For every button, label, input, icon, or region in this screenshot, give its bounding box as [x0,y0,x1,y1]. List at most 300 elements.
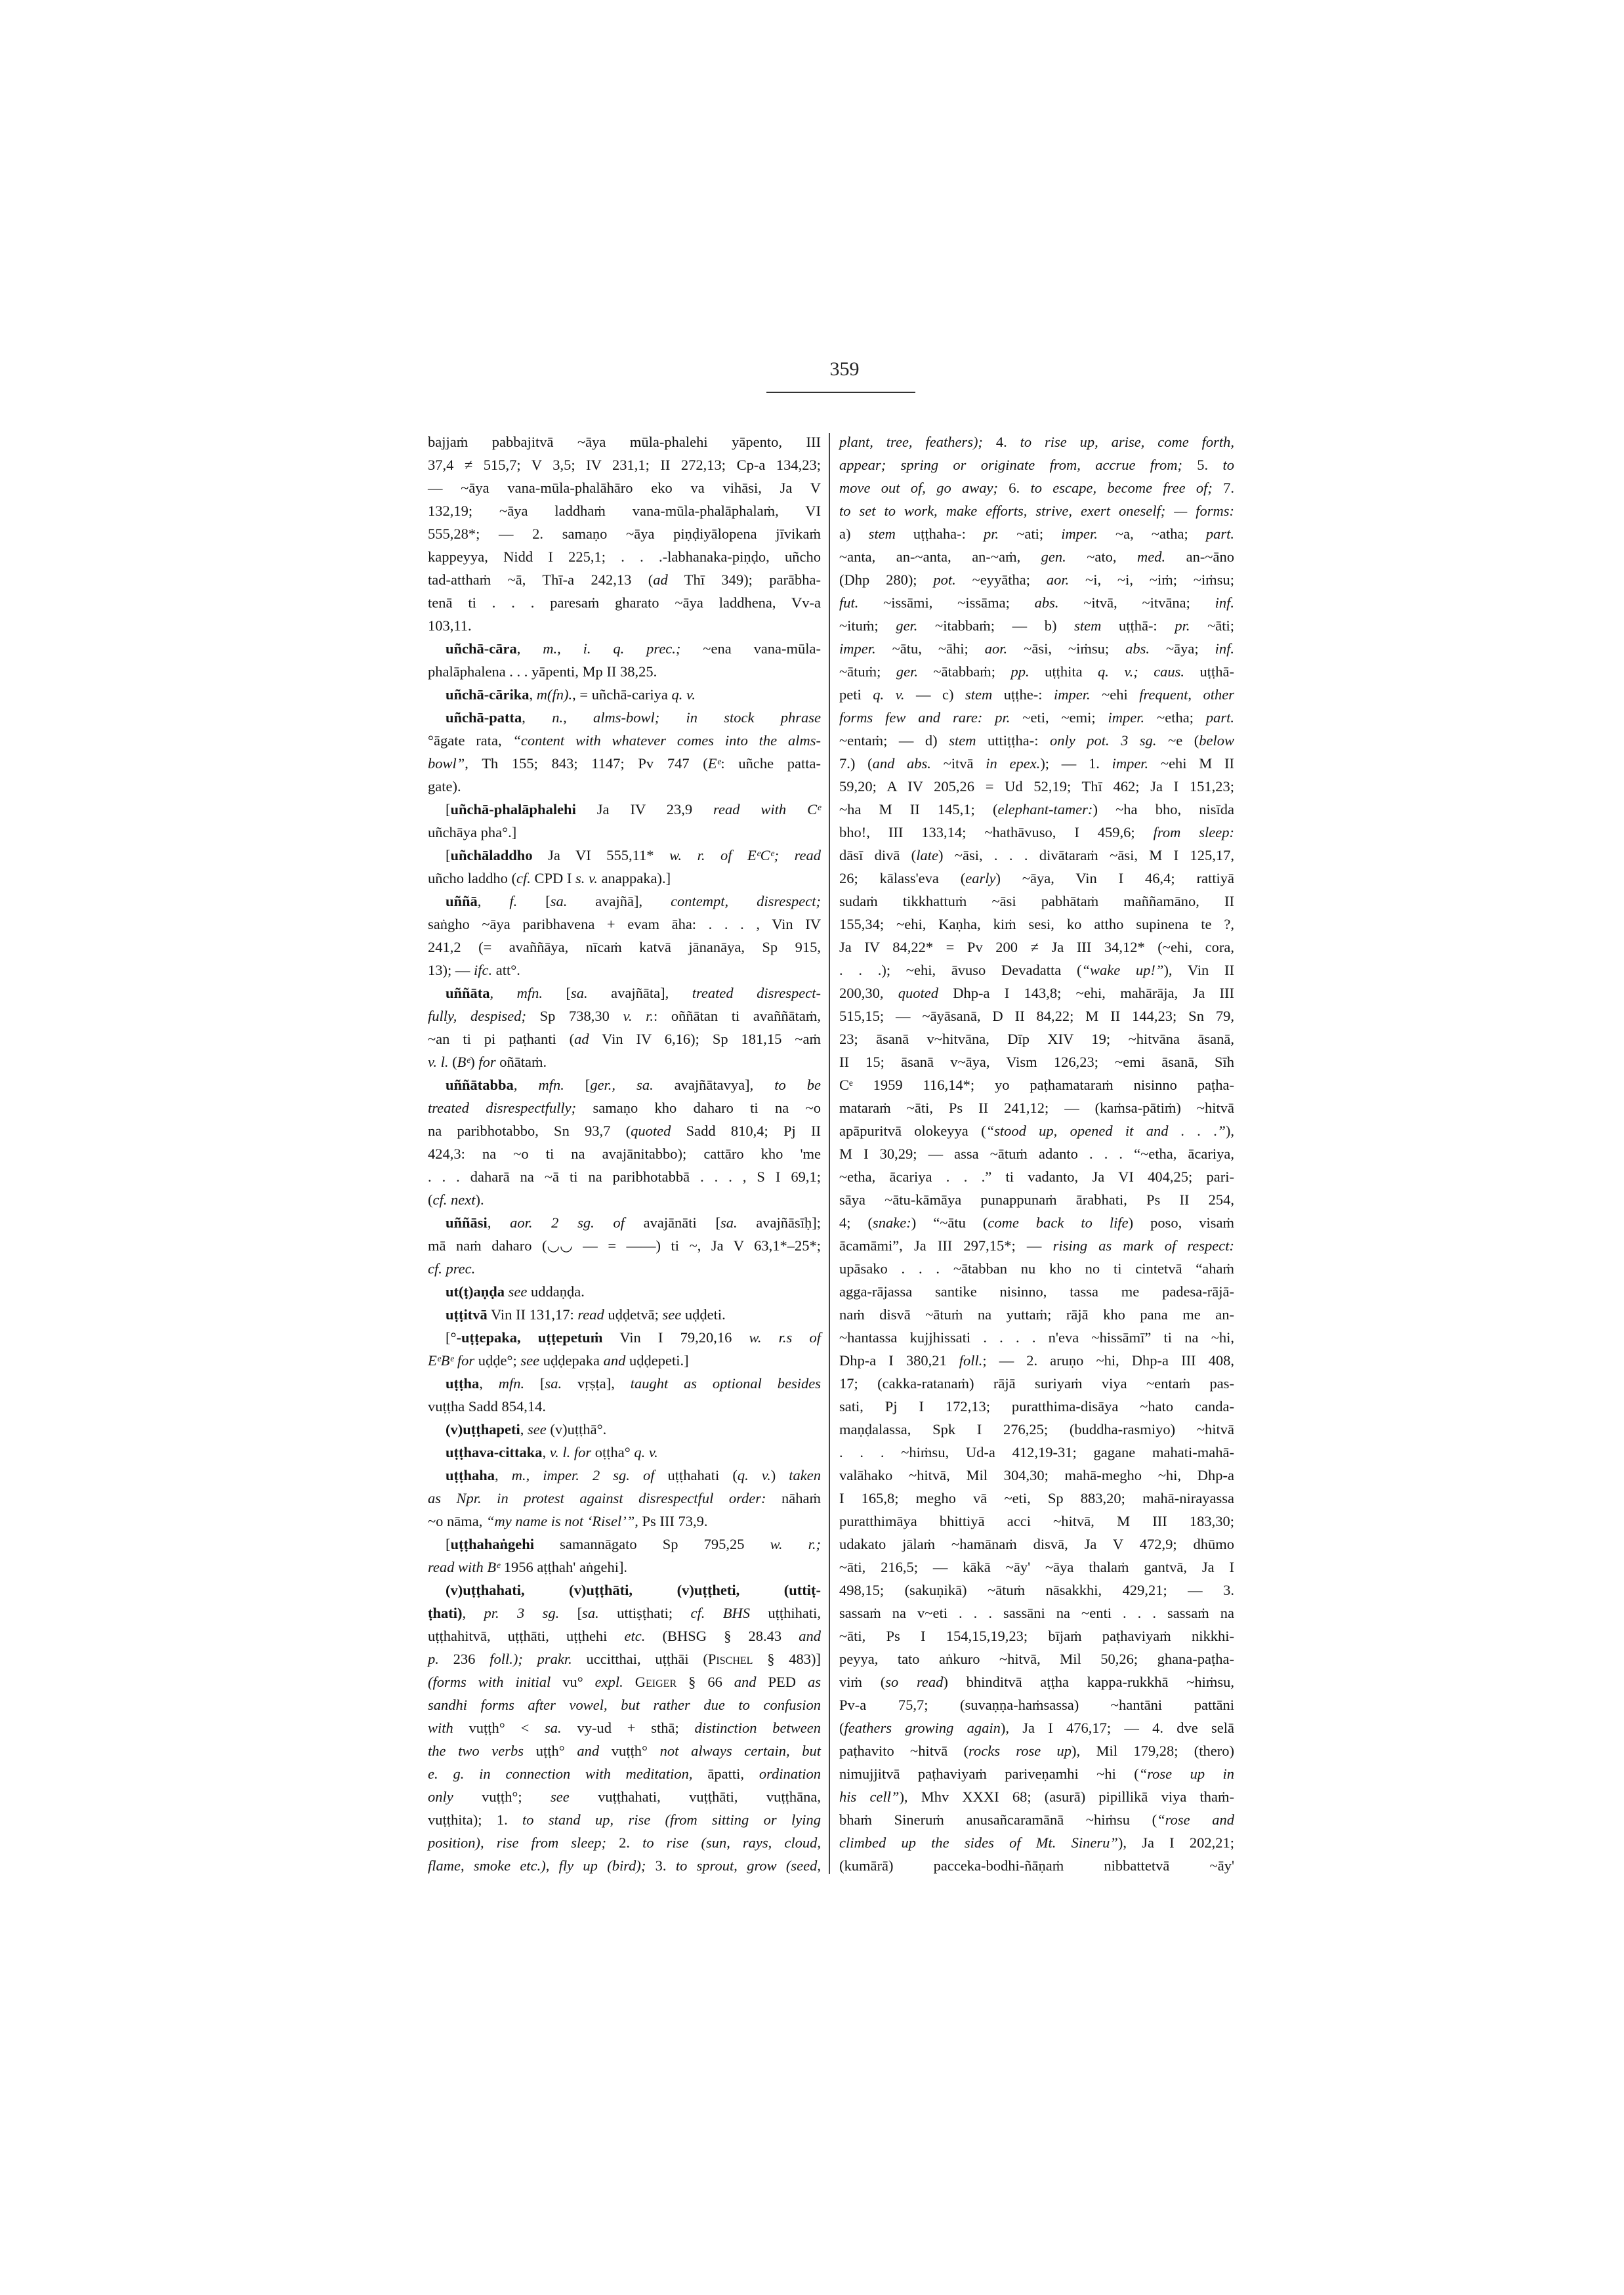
headword: uṭṭitvā [446,1306,488,1323]
text-run: ~ātabbaṁ; [917,663,1011,680]
text-run: vuṭṭh° [599,1743,660,1759]
text-run: mā naṁ daharo (◡◡ — = ——) ti ~, Ja V 63,1*–25*; [428,1237,821,1254]
entry-line [428,1004,821,1027]
entry-line [839,499,1234,522]
entry-line [839,775,1234,798]
text-run: ~āsi, ~iṁsu; [1007,640,1126,657]
text-run: [ [446,801,451,817]
entry-line [839,1050,1234,1073]
italic-run: come back to life [988,1214,1129,1231]
italic-run: stem [949,732,976,749]
headword: uṭṭhaha [446,1467,495,1483]
small-caps-run: Geiger [635,1674,677,1690]
italic-run: (forms with initial [428,1674,551,1690]
text-run: uṭṭhe-: [992,686,1054,703]
text-run: avajñā], [567,893,671,909]
text-run: M I 30,29; — assa ~ātuṁ adanto . . . “~etha, ācariya, [839,1146,1234,1162]
text-run: avajñāta], [587,985,692,1001]
text-run: ), [1225,1123,1234,1139]
entry-line [428,1326,821,1349]
text-run: Vin IV 6,16); Sp 181,15 ~aṁ [589,1031,822,1047]
entry-line [428,1280,821,1303]
entry-line [428,1487,821,1510]
text-run: ~ato, [1066,548,1138,565]
text-run: [ [524,1375,545,1392]
text-run: uḍḍepaka [539,1352,604,1369]
text-run: . . . ~hiṁsu, Ud-a 412,19-31; gagane mahati-mahā- [839,1444,1234,1460]
text-run: vuṭṭhahati, vuṭṭhāti, vuṭṭhāna, [569,1788,821,1805]
italic-run: early [965,870,996,886]
entry-line [839,1349,1234,1372]
text-run: ~eyyātha; [955,571,1047,588]
italic-run: position), rise from sleep; [428,1834,607,1851]
entry-line [839,683,1234,706]
text-run: 498,15; (sakuṇikā) ~ātuṁ nāsakkhi, 429,21; — 3. [839,1582,1234,1598]
text-run: uṭṭhā- [1184,663,1234,680]
text-run: att°. [492,962,520,978]
entry-line [428,568,821,591]
entry-line [839,1670,1234,1693]
entry-line [839,1027,1234,1050]
italic-run: imper. [1108,709,1145,726]
text-run: , [479,1375,499,1392]
italic-run: read with Cᵉ [713,801,822,817]
italic-run: quoted [898,985,939,1001]
entry-line [428,1602,821,1624]
italic-run: ger., sa. [590,1077,654,1093]
text-run: , [542,1444,550,1460]
text-run: Ja IV 84,22* = Pv 200 ≠ Ja III 34,12* (~ehi, cora, [839,939,1234,955]
entry-line [839,1487,1234,1510]
entry-line [428,706,821,729]
italic-run: contempt, disrespect; [671,893,821,909]
entry-line [428,1464,821,1487]
italic-run: treated disrespectfully; [428,1100,577,1116]
text-run: ~entaṁ; — d) [839,732,949,749]
text-run: samaṇo kho daharo ti na ~o [576,1100,822,1116]
text-run: vuṭṭh° < [453,1720,545,1736]
entry-line [839,1739,1234,1762]
entry-line [839,798,1234,821]
text-run: , [529,686,537,703]
text-run: uñcho laddho ( [428,870,516,886]
text-run: 103,11. [428,617,472,634]
italic-run: and [799,1628,821,1644]
italic-run: for [478,1054,496,1070]
entry-line [428,591,821,614]
italic-run: q. v. [671,686,696,703]
text-run: 241,2 (= avaññāya, nīcaṁ katvā jānanāya, Sp 915, [428,939,821,955]
text-run: agga-rājassa santike nisinno, tassa me padesa-rājā- [839,1283,1234,1300]
italic-run: feathers growing again [844,1720,1001,1736]
text-run: ), Ja I 202,21; [1117,1834,1234,1851]
italic-run: v. l. for [549,1444,592,1460]
italic-run: so read [885,1674,944,1690]
entry-line [428,1349,821,1372]
entry-line [839,476,1234,499]
entry-line [839,752,1234,775]
left-column [428,430,821,1877]
italic-run: Eᵉ [707,755,721,772]
entry-line [428,729,821,752]
text-run: dāsī divā ( [839,847,917,863]
italic-run: treated disrespect- [692,985,821,1001]
text-run: 155,34; ~ehi, Kaṇha, kiṁ sesi, ko attho supinena te ?, [839,916,1234,932]
headword: uñchā-patta [446,709,522,726]
italic-run: to set to work, make efforts, strive, exert oneself; — forms: [839,503,1234,519]
text-run: kappeyya, Nidd I 225,1; . . .-labhanaka-piṇḍo, uñcho [428,548,821,565]
dictionary-entry [428,1326,821,1372]
dictionary-entry [428,1372,821,1418]
text-run: , = uñchā-cariya [572,686,672,703]
text-run: [ [446,1329,451,1346]
italic-run: fully, despised; [428,1008,526,1024]
text-run: vuṭṭh°; [453,1788,551,1805]
text-run: ~itvā [930,755,986,772]
entry-line [428,844,821,867]
entry-line [428,959,821,982]
dictionary-entry [428,1280,821,1303]
page-number: 359 [829,358,860,380]
text-run: 26; kālass'eva ( [839,870,966,886]
entry-line [839,1510,1234,1533]
text-run: 59,20; A IV 205,26 = Ud 52,19; Thī 462; Ja I 151,23; [839,778,1234,795]
column-divider [829,433,830,1874]
text-run: 424,3: na ~o ti na avajānitabbo); cattāro kho 'me [428,1146,821,1162]
entry-line [839,1602,1234,1624]
entry-line [428,1533,821,1556]
text-run: tenā ti . . . paresaṁ gharato ~āya laddhena, Vv-a [428,594,821,611]
text-run: (BHSG § 28.43 [645,1628,799,1644]
text-run: saṅgho ~āya paribhavena + evam āha: . . . , Vin IV [428,916,821,932]
text-run: uḍḍeti. [681,1306,726,1323]
entry-line [428,1119,821,1142]
italic-run: p. [428,1651,439,1667]
italic-run: imper. [1112,755,1149,772]
italic-run: pr. 3 sg. [484,1605,560,1621]
italic-run: with [428,1720,453,1736]
entry-line [839,1418,1234,1441]
italic-run: sa. [720,1214,738,1231]
text-run: — c) [904,686,965,703]
text-run: tad-atthaṁ ~ā, Thī-a 242,13 ( [428,571,654,588]
entry-line [428,660,821,683]
entry-line [428,890,821,913]
italic-run: abs. [1125,640,1150,657]
text-run: oṭṭha° [591,1444,635,1460]
entry-line [839,936,1234,959]
italic-run: the two verbs [428,1743,524,1759]
text-run: ) [770,1467,789,1483]
italic-run: distinction between [694,1720,821,1736]
italic-run: sandhi forms after vowel, but rather due to confusion [428,1697,821,1713]
dictionary-entry [428,1211,821,1280]
entry-line [839,1096,1234,1119]
italic-run: “rose up in [1138,1766,1234,1782]
entry-line [428,545,821,568]
text-run: a) [839,526,869,542]
italic-run: late [916,847,938,863]
entry-line [428,1785,821,1808]
italic-run: m., imper. 2 sg. of [511,1467,655,1483]
text-run: sāya ~ātu-kāmāya punappunaṁ ārabhati, Ps II 254, [839,1191,1234,1208]
italic-run: stem [965,686,993,703]
entry-line [428,1211,821,1234]
dictionary-entry [428,890,821,982]
entry-line [428,1808,821,1831]
dictionary-entry [428,706,821,798]
italic-run: to rise (sun, rays, cloud, [642,1834,821,1851]
italic-run: aor. 2 sg. of [510,1214,625,1231]
entry-line [428,1693,821,1716]
italic-run: etc. [624,1628,646,1644]
italic-run: m., i. q. prec.; [543,640,681,657]
entry-line [839,1533,1234,1556]
text-run: uṭṭhahati ( [654,1467,738,1483]
text-run: valāhako ~hitvā, Mil 304,30; mahā-megho ~hi, Dhp-a [839,1467,1234,1483]
entry-line [428,453,821,476]
headword: (v)uṭṭhapeti [446,1421,520,1437]
italic-run: mfn. [498,1375,525,1392]
text-run: sudaṁ tikkhattuṁ ~āsi pabhātaṁ maññamāno, II [839,893,1234,909]
italic-run: quoted [631,1123,671,1139]
text-run: vy-ud + sthā; [561,1720,695,1736]
entry-line [839,1326,1234,1349]
text-run: , [477,893,510,909]
text-run: , [462,1605,484,1621]
italic-run: “stood up, opened it and . . .” [986,1123,1226,1139]
text-run: uṭṭhahitvā, uṭṭhāti, uṭṭhehi [428,1628,625,1644]
entry-line [839,867,1234,890]
headword: uññā [446,893,478,909]
entry-line [839,1624,1234,1647]
text-run: Cᵉ 1959 116,14*; yo paṭhamataraṁ nisinno paṭha- [839,1077,1234,1093]
entry-line [428,1050,821,1073]
entry-line [428,1441,821,1464]
entry-line [839,1808,1234,1831]
right-column [839,430,1234,1877]
text-run: ācamāmi”, Ja III 297,15*; — [839,1237,1053,1254]
entry-line [839,1556,1234,1579]
text-run: ) ~ha bho, nisīda [1093,801,1234,817]
italic-run: part. [1205,526,1234,542]
text-run: Sp 738,30 [526,1008,623,1024]
entry-line [428,1188,821,1211]
text-run: , [520,1421,528,1437]
text-run: ~ituṁ; [839,617,896,634]
text-run: 200,30, [839,985,898,1001]
italic-run: move out of, go away; [839,480,999,496]
text-run: ) ~āsi, . . . divātaraṁ ~āsi, M I 125,17, [938,847,1235,863]
italic-run: imper. [1053,686,1091,703]
italic-run: cf. next [432,1191,476,1208]
text-run: [ [543,985,572,1001]
headword: °-uṭṭepaka, uṭṭepetuṁ [450,1329,603,1346]
entry-line [839,706,1234,729]
text-run: uṭṭhā-: [1101,617,1175,634]
entry-line [428,1418,821,1441]
dictionary-entry [428,844,821,890]
text-run: 7. [1212,480,1235,496]
entry-line [428,936,821,959]
italic-run: sa. [550,893,568,909]
text-run: bhaṁ Sineruṁ anusañcaramānā ~hiṁsu ( [839,1811,1157,1828]
entry-line [428,683,821,706]
entry-line [839,614,1234,637]
text-run: , [516,640,543,657]
entry-line [428,1624,821,1647]
italic-run: bowl” [428,755,465,772]
text-run: nāhaṁ [766,1490,821,1506]
italic-run: taken [789,1467,821,1483]
italic-run: expl. [594,1674,623,1690]
text-run: , [489,985,517,1001]
text-run: ~e ( [1156,732,1199,749]
italic-run: “my name is not ‘Risel’” [486,1513,635,1529]
entry-line [839,1831,1234,1854]
entry-line [839,1693,1234,1716]
text-run: Sadd 810,4; Pj II [671,1123,821,1139]
entry-line [428,1234,821,1257]
text-run: 3. [646,1857,676,1874]
text-run: avajānāti [ [624,1214,720,1231]
text-run: 236 [438,1651,490,1667]
text-run: ); — 1. [1040,755,1112,772]
italic-run: to rise up, arise, come forth, [1020,434,1235,450]
text-run: maṇḍalassa, Spk I 276,25; (buddha-rasmiyo) ~hitvā [839,1421,1234,1437]
italic-run: snake: [873,1214,911,1231]
text-run: ~āti, Ps I 154,15,19,23; bījaṁ paṭhaviyaṁ nikkhi- [839,1628,1234,1644]
text-run: ~o nāma, [428,1513,487,1529]
text-run: uḍḍepeti.] [625,1352,689,1369]
text-run: anappaka).] [597,870,671,886]
text-run: 5. [1182,457,1223,473]
entry-line [839,591,1234,614]
entry-line [839,959,1234,982]
text-run: ), Mhv XXXI 68; (asurā) pipillikā viya thaṁ- [899,1788,1234,1805]
italic-run: and [577,1743,600,1759]
italic-run: his cell” [839,1788,900,1805]
italic-run: to be [774,1077,822,1093]
entry-line [428,752,821,775]
italic-run: forms few and rare: pr. [839,709,1010,726]
entry-line [428,1556,821,1579]
entry-line [428,430,821,453]
italic-run: aor. [1046,571,1070,588]
entry-line [839,1854,1234,1877]
italic-run: w. r.; [770,1536,822,1552]
text-run: udakato jālaṁ ~hamānaṁ disvā, Ja V 472,9; dhūmo [839,1536,1234,1552]
text-run: ( [448,1054,457,1070]
entry-line [428,1579,821,1602]
text-run: oñātaṁ. [495,1054,547,1070]
entry-line [428,1096,821,1119]
text-run: na paribhotabbo, Sn 93,7 ( [428,1123,631,1139]
italic-run: mfn. [516,985,543,1001]
italic-run: w. r.s of [749,1329,821,1346]
entry-line [839,1716,1234,1739]
text-run: ~etha, ācariya . . .” ti vadanto, Ja VI 404,25; pari- [839,1168,1234,1185]
text-run: uḍḍe°; [474,1352,521,1369]
entry-line [839,1165,1234,1188]
text-run: : oññātan ti avaññātaṁ, [654,1008,821,1024]
dictionary-entry [428,1579,821,1877]
italic-run: see [528,1421,547,1437]
italic-run: ger. [896,663,918,680]
entry-line [428,1142,821,1165]
text-run: ~ātu, ~āhi; [875,640,985,657]
italic-run: v. l. [428,1054,449,1070]
entry-line [428,867,821,890]
text-run: mataraṁ ~āti, Ps II 241,12; — (kaṁsa-pātiṁ) ~hitvā [839,1100,1234,1116]
small-caps-run: Pischel [707,1651,753,1667]
text-run: ; — 2. aruṇo ~hi, Dhp-a III 408, [982,1352,1234,1369]
headword: uṭṭha [446,1375,480,1392]
text-run: . . .); ~ehi, āvuso Devadatta ( [839,962,1082,978]
text-run: peyya, tato aṅkuro ~hitvā, Mil 50,26; ghana-paṭha- [839,1651,1234,1667]
text-run: ~ha M II 145,1; ( [839,801,998,817]
italic-run: foll.); prakr. [489,1651,572,1667]
entry-line [428,1303,821,1326]
text-run: § 66 [677,1674,734,1690]
italic-run: elephant-tamer: [997,801,1093,817]
italic-run: stem [1074,617,1102,634]
entry-line [428,499,821,522]
italic-run: imper. [1061,526,1098,542]
italic-run: n., alms-bowl; in stock phrase [552,709,822,726]
entry-line [839,844,1234,867]
entry-line [428,1165,821,1188]
text-run: °āgate rata, [428,732,513,749]
entry-line [428,913,821,936]
dictionary-entry [428,637,821,683]
entry-line [428,1647,821,1670]
text-run: bho!, III 133,14; ~hathāvuso, I 459,6; [839,824,1154,840]
text-run: ) poso, visaṁ [1128,1214,1235,1231]
text-run: ), Vin II [1163,962,1234,978]
dictionary-entry [428,1533,821,1579]
headword: ṭhati) [428,1605,463,1621]
entry-line [839,1303,1234,1326]
entry-line [839,729,1234,752]
text-run: [ [446,1536,451,1552]
italic-run: abs. [1034,594,1059,611]
text-run: Vin I 79,20,16 [602,1329,749,1346]
text-run: puratthimāya bhittiyā acci ~hitvā, M III 183,30; [839,1513,1234,1529]
text-run: ~issāmi, ~issāma; [858,594,1035,611]
italic-run: imper. [839,640,876,657]
text-run: ~itvā, ~itvāna; [1058,594,1215,611]
text-run: ) [470,1054,479,1070]
entry-line [428,775,821,798]
italic-run: pot. [933,571,956,588]
text-run: [ [517,893,551,909]
text-run: PED [756,1674,808,1690]
text-run: apāpuritvā olokeyya ( [839,1123,986,1139]
text-run: 13); — [428,962,474,978]
italic-run: cf. BHS [690,1605,751,1621]
dictionary-entry [428,1303,821,1326]
text-run: Vin II 131,17: [487,1306,578,1323]
text-run: (kumārā) pacceka-bodhi-ñāṇaṁ nibbattetvā ~āy' [839,1857,1234,1874]
text-run: ~ehi [1090,686,1140,703]
entry-line [839,430,1234,453]
text-run: vuṭṭha Sadd 854,14. [428,1398,546,1415]
text-run: ~itabbaṁ; — b) [917,617,1075,634]
text-run: uṭṭhihati, [750,1605,822,1621]
text-run: ) bhinditvā aṭṭha kappa-rukkhā ~hiṁsu, [943,1674,1234,1690]
text-run: 132,19; ~āya laddhaṁ vana-mūla-phalāphalaṁ, VI [428,503,821,519]
